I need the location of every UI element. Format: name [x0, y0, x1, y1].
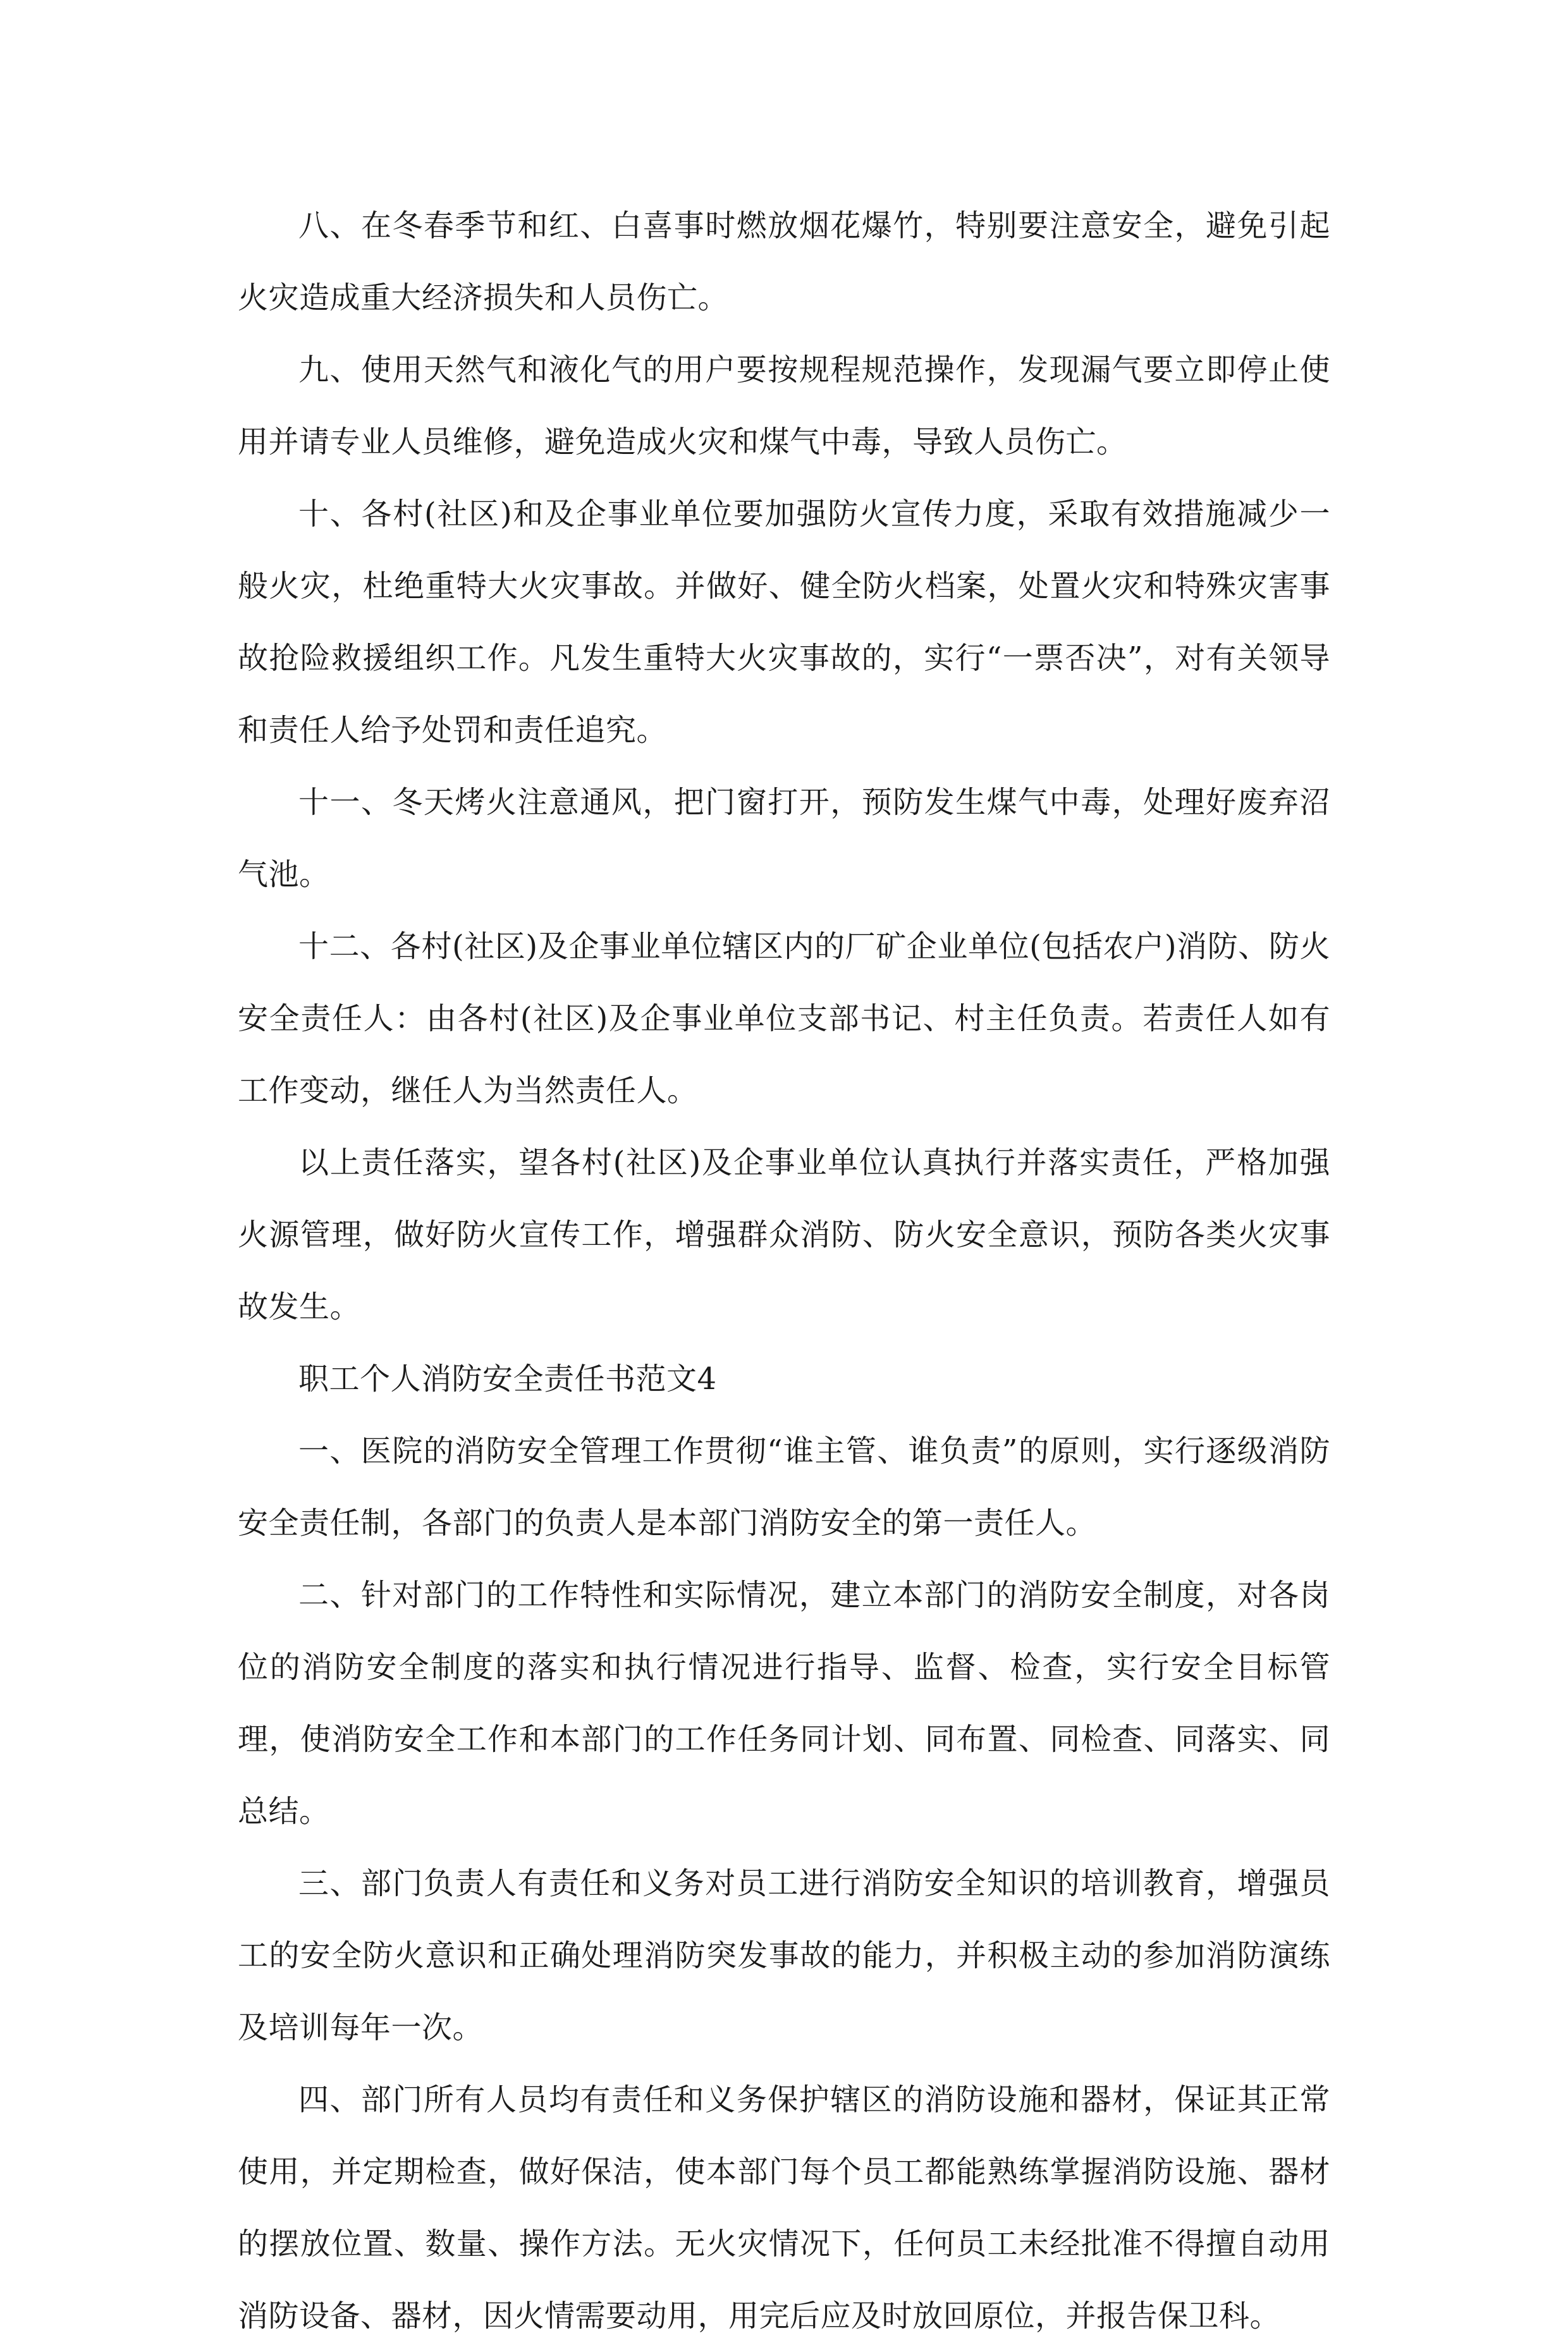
section-heading: 职工个人消防安全责任书范文4: [298, 1361, 717, 1397]
paragraph-item-4: 四、部门所有人员均有责任和义务保护辖区的消防设施和器材，保证其正常使用，并定期检查，做好保洁，使本部门每个员工都能熟练掌握消防设施、器材的摆放位置、数量、操作方法。无火灾情况下，任何员工未经批准不得擅自动用消防设备、器材，因火情需要动用，用完后应及时放回原位，并报告保卫科。: [238, 2082, 1330, 2334]
paragraph-summary: 以上责任落实，望各村(社区)及企事业单位认真执行并落实责任，严格加强火源管理，做好防火宣传工作，增强群众消防、防火安全意识，预防各类火灾事故发生。: [238, 1145, 1330, 1325]
paragraph-item-1: 一、医院的消防安全管理工作贯彻“谁主管、谁负责”的原则，实行逐级消防安全责任制，各部门的负责人是本部门消防安全的第一责任人。: [238, 1433, 1330, 1541]
paragraph-item-10: 十、各村(社区)和及企事业单位要加强防火宣传力度，采取有效措施减少一般火灾，杜绝重特大火灾事故。并做好、健全防火档案，处置火灾和特殊灾害事故抢险救援组织工作。凡发生重特大火灾事故的，实行“一票否决”，对有关领导和责任人给予处罚和责任追究。: [238, 496, 1330, 748]
paragraph-item-9: 九、使用天然气和液化气的用户要按规程规范操作，发现漏气要立即停止使用并请专业人员维修，避免造成火灾和煤气中毒，导致人员伤亡。: [238, 352, 1330, 460]
paragraph-item-2: 二、针对部门的工作特性和实际情况，建立本部门的消防安全制度，对各岗位的消防安全制度的落实和执行情况进行指导、监督、检查，实行安全目标管理，使消防安全工作和本部门的工作任务同计划、同布置、同检查、同落实、同总结。: [238, 1577, 1330, 1829]
paragraph-item-12: 十二、各村(社区)及企事业单位辖区内的厂矿企业单位(包括农户)消防、防火安全责任人：由各村(社区)及企事业单位支部书记、村主任负责。若责任人如有工作变动，继任人为当然责任人。: [238, 929, 1330, 1108]
document-body: [238, 190, 1330, 2352]
paragraph-item-11: 十一、冬天烤火注意通风，把门窗打开，预防发生煤气中毒，处理好废弃沼气池。: [238, 785, 1330, 892]
paragraph-item-8: 八、在冬春季节和红、白喜事时燃放烟花爆竹，特别要注意安全，避免引起火灾造成重大经济损失和人员伤亡。: [238, 208, 1330, 315]
paragraph-item-3: 三、部门负责人有责任和义务对员工进行消防安全知识的培训教育，增强员工的安全防火意识和正确处理消防突发事故的能力，并积极主动的参加消防演练及培训每年一次。: [238, 1866, 1330, 2045]
